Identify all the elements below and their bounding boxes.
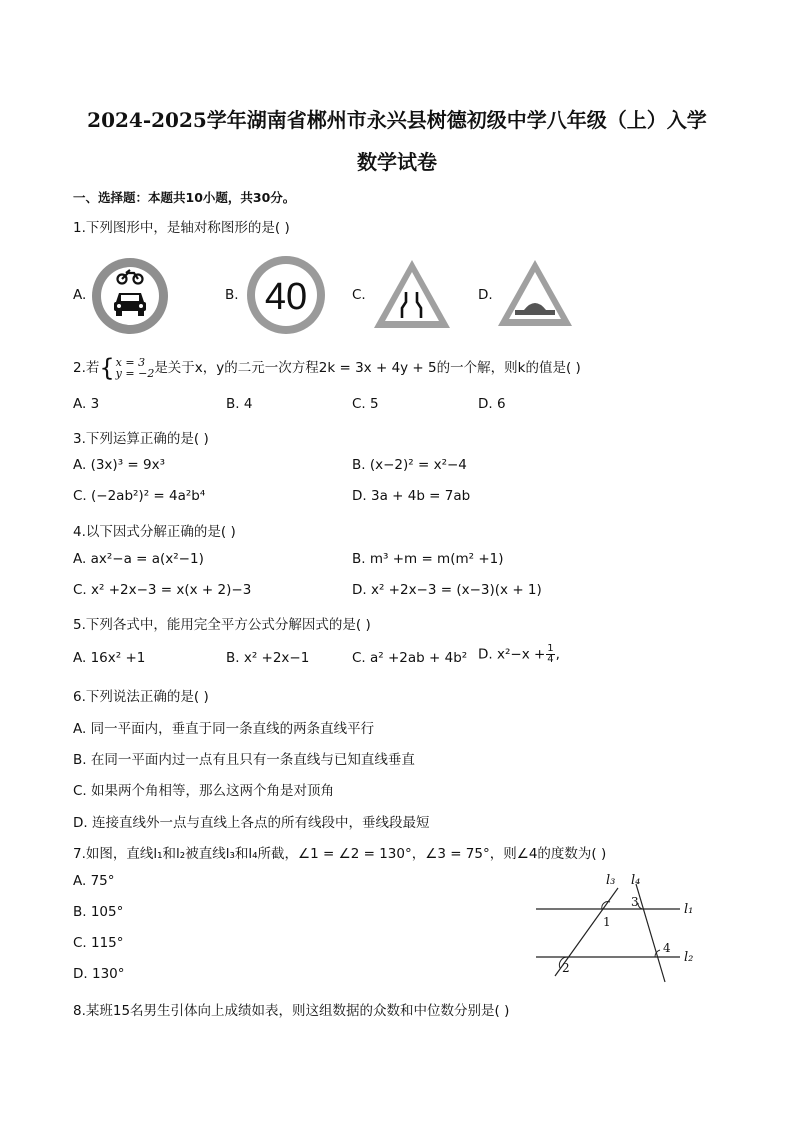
q2-eq1: x = 3 bbox=[115, 356, 146, 369]
q6-option-b: B. 在同一平面内过一点有且只有一条直线与已知直线垂直 bbox=[73, 752, 415, 768]
question-8-stem: 8.某班15名男生引体向上成绩如表，则这组数据的众数和中位数分别是( ) bbox=[73, 1003, 510, 1019]
q5-fraction-numerator: 1 bbox=[547, 643, 554, 654]
q4-option-a: A. ax²−a = a(x²−1) bbox=[73, 551, 204, 567]
q7-option-c: C. 115° bbox=[73, 935, 124, 951]
humpback-bridge-sign-icon bbox=[496, 258, 574, 328]
q2-option-c: C. 5 bbox=[352, 396, 379, 412]
exam-title-line2: 数学试卷 bbox=[357, 150, 437, 174]
q6-option-a: A. 同一平面内，垂直于同一条直线的两条直线平行 bbox=[73, 721, 375, 737]
q1-option-b-label: B. bbox=[225, 287, 239, 303]
q1-option-d-label: D. bbox=[478, 287, 493, 303]
label-l4: l₄ bbox=[631, 873, 641, 888]
question-7-stem: 7.如图，直线l₁和l₂被直线l₃和l₄所截，∠1 = ∠2 = 130°，∠3 = 75°，则∠4的度数为( ) bbox=[73, 846, 607, 862]
question-4-stem: 4.以下因式分解正确的是( ) bbox=[73, 524, 236, 540]
q4-option-b: B. m³ +m = m(m² +1) bbox=[352, 551, 504, 567]
q3-option-b: B. (x−2)² = x²−4 bbox=[352, 457, 467, 473]
q5-option-d-text: D. x²−x + bbox=[478, 646, 546, 663]
q5-option-c: C. a² +2ab + 4b² bbox=[352, 650, 468, 666]
q3-option-d: D. 3a + 4b = 7ab bbox=[352, 488, 471, 504]
q5-option-d bbox=[478, 644, 560, 665]
no-motor-vehicles-sign-icon bbox=[90, 256, 170, 336]
exam-title-line1: 2024-2025学年湖南省郴州市永兴县树德初级中学八年级（上）入学 bbox=[87, 108, 707, 132]
question-1-stem: 1.下列图形中，是轴对称图形的是( ) bbox=[73, 220, 290, 236]
q7-option-d: D. 130° bbox=[73, 966, 125, 982]
q5-fraction bbox=[546, 644, 554, 665]
question-6-stem: 6.下列说法正确的是( ) bbox=[73, 689, 209, 705]
label-angle-4: 4 bbox=[663, 941, 671, 955]
section-heading: 一、选择题：本题共10小题，共30分。 bbox=[73, 190, 296, 205]
q2-text: 是关于x，y的二元一次方程2k = 3x + 4y + 5的一个解，则k的值是( ) bbox=[154, 360, 581, 376]
q5-option-b: B. x² +2x−1 bbox=[226, 650, 310, 666]
question-2-stem bbox=[73, 356, 581, 380]
speed-limit-number: 40 bbox=[264, 276, 308, 318]
road-narrows-sign-icon bbox=[372, 258, 452, 330]
q7-option-b: B. 105° bbox=[73, 904, 124, 920]
label-l1: l₁ bbox=[684, 902, 694, 917]
q2-equation-system bbox=[116, 357, 155, 379]
q3-option-a: A. (3x)³ = 9x³ bbox=[73, 457, 165, 473]
q6-option-d: D. 连接直线外一点与直线上各点的所有线段中，垂线段最短 bbox=[73, 815, 430, 831]
q2-option-a: A. 3 bbox=[73, 396, 100, 412]
q3-option-c: C. (−2ab²)² = 4a²b⁴ bbox=[73, 488, 206, 504]
q7-parallel-lines-figure bbox=[530, 868, 710, 986]
label-l2: l₂ bbox=[684, 950, 694, 965]
q2-eq2: y = −2 bbox=[115, 367, 155, 380]
q5-option-d-tail: , bbox=[555, 646, 560, 663]
question-3-stem: 3.下列运算正确的是( ) bbox=[73, 431, 209, 447]
q5-fraction-denominator: 4 bbox=[547, 654, 554, 665]
label-angle-3: 3 bbox=[631, 895, 639, 909]
label-angle-2: 2 bbox=[562, 961, 570, 975]
equation-brace: { bbox=[99, 354, 115, 382]
line-l4 bbox=[636, 884, 665, 982]
q4-option-d: D. x² +2x−3 = (x−3)(x + 1) bbox=[352, 582, 542, 598]
q4-option-c: C. x² +2x−3 = x(x + 2)−3 bbox=[73, 582, 252, 598]
question-5-stem: 5.下列各式中，能用完全平方公式分解因式的是( ) bbox=[73, 617, 371, 633]
speed-limit-40-sign-icon bbox=[245, 254, 327, 336]
q5-option-a: A. 16x² +1 bbox=[73, 650, 146, 666]
q2-option-b: B. 4 bbox=[226, 396, 253, 412]
label-l3: l₃ bbox=[606, 873, 616, 888]
q7-option-a: A. 75° bbox=[73, 873, 115, 889]
q2-prefix: 2.若 bbox=[73, 360, 100, 376]
q6-option-c: C. 如果两个角相等，那么这两个角是对顶角 bbox=[73, 783, 335, 799]
label-angle-1: 1 bbox=[603, 915, 611, 929]
q1-option-c-label: C. bbox=[352, 287, 366, 303]
q2-option-d: D. 6 bbox=[478, 396, 506, 412]
q1-option-a-label: A. bbox=[73, 287, 87, 303]
